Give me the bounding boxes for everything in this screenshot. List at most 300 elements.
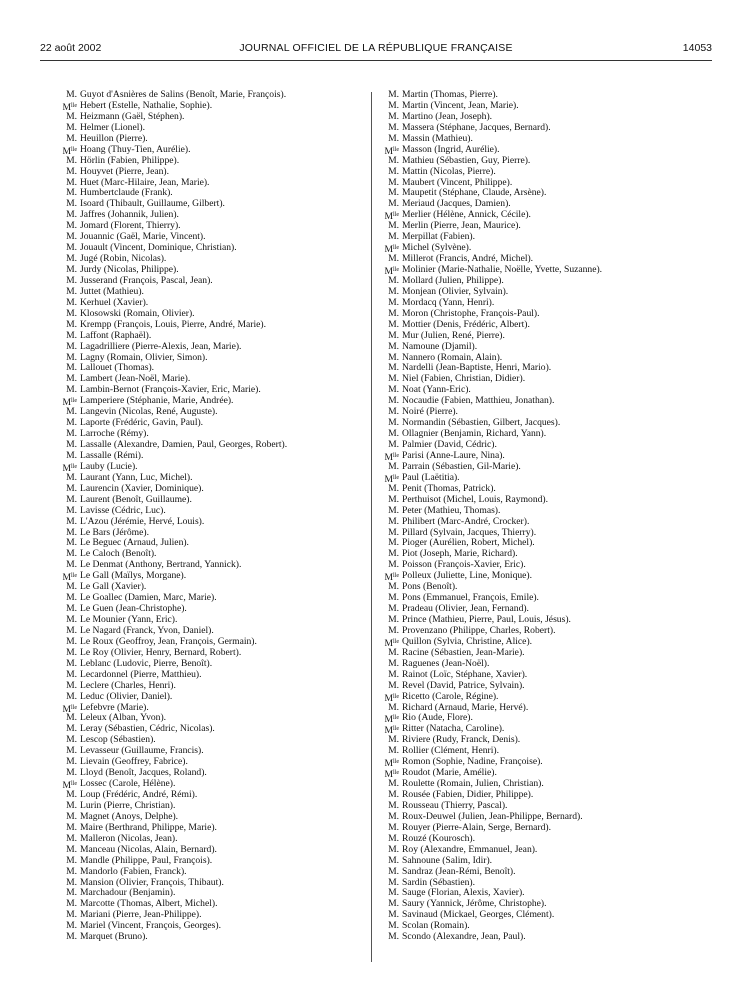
person-name: Lossec (Carole, Hélène). [80,778,176,790]
person-name: Le Guen (Jean-Christophe). [80,603,187,615]
title-abbrev: M. [388,865,399,877]
person-name: Piot (Joseph, Marie, Richard). [402,548,518,560]
title-abbrev: M. [66,482,77,494]
person-name: Molinier (Marie-Nathalie, Noëlle, Yvette, Suzanne). [402,264,603,275]
person-name: Jouault (Vincent, Dominique, Christian). [80,242,237,254]
person-name: Lescop (Sébastien). [80,734,156,746]
person-name: Martino (Jean, Joseph). [402,110,493,122]
title-abbrev: M. [66,351,77,363]
person-name: Merpillat (Fabien). [402,231,475,243]
title-abbrev: M. [388,898,399,910]
title-abbrev: M. [66,679,77,691]
person-name: Lambert (Jean-Noël, Marie). [80,373,191,385]
name-entry [384,932,714,943]
person-name: Manceau (Nicolas, Alain, Bernard). [80,843,217,855]
title-abbrev: M. [66,690,77,702]
title-abbrev: M. [66,559,77,571]
person-name: Heuillon (Pierre). [80,132,148,144]
person-name: Le Roux (Geoffroy, Jean, François, Germain). [80,635,257,647]
person-name: Lamperiere (Stéphanie, Marie, Andrée). [80,395,234,407]
person-name: Rio (Aude, Flore). [402,712,473,724]
person-name: Hörlin (Fabien, Philippe). [80,154,180,166]
person-name: Maupetit (Stéphane, Claude, Arsène). [402,187,547,199]
name-entry [62,342,367,353]
person-name: Riviere (Rudy, Franck, Denis). [402,734,521,746]
person-name: Sandraz (Jean-Rémi, Benoît). [402,865,516,877]
title-abbrev: M. [66,428,77,440]
title-abbrev: M. [66,734,77,746]
title-abbrev: M. [388,296,399,308]
person-name: Ricetto (Carole, Régine). [402,690,499,702]
title-abbrev: M. [388,231,399,243]
title-abbrev: M. [388,165,399,177]
title-abbrev: M. [388,417,399,429]
name-entry [62,867,367,878]
person-name: Maubert (Vincent, Philippe). [402,176,513,188]
title-abbrev: M. [388,307,399,319]
title-abbrev: M. [66,307,77,319]
name-entry [62,320,367,331]
person-name: Le Nagard (Franck, Yvon, Daniel). [80,624,214,636]
person-name: Parrain (Sébastien, Gil-Marie). [402,460,521,472]
person-name: Guyot d'Asnières de Salins (Benoît, Marie, François). [80,89,287,100]
person-name: Millerot (Francis, André, Michel). [402,253,534,265]
person-name: Rainot (Loïc, Stéphane, Xavier). [402,668,528,680]
person-name: Polleux (Juliette, Line, Monique). [402,570,533,582]
title-abbrev: M. [66,537,77,549]
title-abbrev: M. [66,603,77,615]
person-name: Monjean (Olivier, Sylvain). [402,285,509,297]
column-divider [371,92,372,962]
title-abbrev: M. [66,285,77,297]
title-abbrev: M. [388,821,399,833]
title-abbrev: M. [66,767,77,779]
person-name: Lievain (Geoffrey, Fabrice). [80,756,188,768]
title-abbrev: M. [66,876,77,888]
person-name: Helmer (Lionel). [80,121,145,133]
person-name: Revel (David, Patrice, Sylvain). [402,679,525,691]
person-name: Lefebvre (Marie). [80,701,149,713]
title-abbrev: M. [66,187,77,199]
person-name: Leleux (Alban, Yvon). [80,712,167,724]
name-entry [384,342,714,353]
title-abbrev: M. [388,701,399,713]
person-name: Laffont (Raphaël). [80,329,152,341]
person-name: Roux-Deuwel (Julien, Jean-Philippe, Bernard). [402,810,583,822]
title-abbrev: M. [66,865,77,877]
title-abbrev: $M^{lle}$ [62,703,77,715]
name-entry [62,845,367,856]
name-entry [384,156,714,167]
title-abbrev: M. [388,810,399,822]
title-abbrev: M. [388,624,399,636]
title-abbrev: M. [388,460,399,472]
title-abbrev: $M^{lle}$ [384,451,399,463]
person-name: Langevin (Nicolas, René, Auguste). [80,406,218,418]
title-abbrev: M. [388,592,399,604]
person-name: Merlier (Hélène, Annick, Cécile). [402,209,531,221]
header-rule [40,60,712,61]
title-abbrev: M. [66,657,77,669]
title-abbrev: M. [66,154,77,166]
title-abbrev: M. [66,810,77,822]
title-abbrev: M. [66,406,77,418]
title-abbrev: M. [388,603,399,615]
title-abbrev: M. [66,854,77,866]
title-abbrev: M. [66,548,77,560]
person-name: Hoang (Thuy-Tien, Aurélie). [80,143,191,155]
title-abbrev: M. [388,876,399,888]
person-name: Peter (Mathieu, Thomas). [402,504,501,516]
person-name: Jouannic (Gaël, Marie, Vincent). [80,231,206,243]
title-abbrev: M. [388,789,399,800]
name-entry [384,845,714,856]
person-name: Saury (Yannick, Jérôme, Christophe). [402,898,547,910]
name-entry [62,856,367,867]
title-abbrev: M. [66,526,77,538]
person-name: Jaffres (Johannik, Julien). [80,209,179,221]
person-name: Roulette (Romain, Julien, Christian). [402,778,544,790]
journal-title: JOURNAL OFFICIEL DE LA RÉPUBLIQUE FRANÇAISE [239,42,513,54]
person-name: Lassalle (Rémi). [80,449,144,461]
person-name: Mollard (Julien, Philippe). [402,274,504,286]
person-name: Pioger (Aurélien, Robert, Michel). [402,537,535,549]
name-entry [62,681,367,692]
title-abbrev: M. [388,340,399,352]
title-abbrev: M. [66,832,77,844]
title-abbrev: M. [388,176,399,188]
title-abbrev: M. [66,843,77,855]
name-entry [384,692,714,703]
title-abbrev: M. [388,198,399,210]
person-name: Sauge (Florian, Alexis, Xavier). [402,887,525,899]
person-name: Moron (Christophe, François-Paul). [402,307,540,319]
person-name: Maire (Berthrand, Philippe, Marie). [80,821,217,833]
person-name: Lloyd (Benoît, Jacques, Roland). [80,767,207,779]
title-abbrev: M. [388,887,399,899]
name-entry [384,167,714,178]
person-name: Marquet (Bruno). [80,931,148,943]
page-header [40,42,712,58]
title-abbrev: M. [66,340,77,352]
title-abbrev: M. [66,504,77,516]
person-name: Laurencin (Xavier, Dominique). [80,482,204,494]
person-name: Lagadrilliere (Pierre-Alexis, Jean, Marie). [80,340,242,352]
title-abbrev: M. [388,920,399,932]
person-name: Racine (Sébastien, Jean-Marie). [402,646,525,658]
title-abbrev: $M^{lle}$ [384,473,399,485]
title-abbrev: M. [388,581,399,593]
title-abbrev: M. [388,373,399,385]
title-abbrev: $M^{lle}$ [62,101,77,113]
person-name: Le Gall (Maïlys, Morgane). [80,570,187,582]
name-entry [384,517,714,528]
title-abbrev: $M^{lle}$ [384,572,399,584]
person-name: Mariel (Vincent, François, Georges). [80,920,221,932]
title-abbrev: M. [388,745,399,757]
title-abbrev: M. [66,723,77,735]
name-entry [62,670,367,681]
title-abbrev: M. [388,526,399,538]
person-name: Rousseau (Thierry, Pascal). [402,799,508,811]
person-name: Mansion (Olivier, François, Thibaut). [80,876,224,888]
title-abbrev: M. [66,592,77,604]
person-name: Michel (Sylvène). [402,242,472,254]
person-name: Magnet (Anoys, Delphe). [80,810,179,822]
person-name: Rouzé (Kourosch). [402,832,475,844]
title-abbrev: M. [66,614,77,625]
person-name: Huet (Marc-Hilaire, Jean, Marie). [80,176,210,188]
title-abbrev: M. [66,712,77,724]
title-abbrev: M. [66,132,77,144]
name-entry [384,670,714,681]
title-abbrev: M. [66,198,77,210]
person-name: Ollagnier (Benjamin, Richard, Yann). [402,428,547,440]
title-abbrev: M. [388,110,399,122]
title-abbrev: M. [388,384,399,396]
title-abbrev: $M^{lle}$ [384,637,399,649]
title-abbrev: M. [66,515,77,527]
name-entry [384,320,714,331]
person-name: Richard (Arnaud, Marie, Hervé). [402,701,529,713]
person-name: Jurdy (Nicolas, Philippe). [80,264,179,275]
title-abbrev: M. [66,745,77,757]
title-abbrev: M. [66,384,77,396]
person-name: Leclere (Charles, Henri). [80,679,176,691]
title-abbrev: M. [388,679,399,691]
title-abbrev: $M^{lle}$ [62,145,77,157]
title-abbrev: $M^{lle}$ [384,769,399,781]
person-name: Le Roy (Olivier, Henry, Bernard, Robert). [80,646,242,658]
person-name: Sardin (Sébastien). [402,876,476,888]
title-abbrev: M. [66,471,77,483]
title-abbrev: M. [388,832,399,844]
person-name: Pradeau (Olivier, Jean, Fernand). [402,603,529,615]
person-name: Savinaud (Mickael, Georges, Clément). [402,909,555,921]
name-entry [384,145,714,156]
title-abbrev: M. [66,624,77,636]
person-name: Palmier (David, Cédric). [402,439,497,450]
person-name: Marcotte (Thomas, Albert, Michel). [80,898,218,910]
name-entry [384,867,714,878]
title-abbrev: M. [388,318,399,330]
person-name: Le Mounier (Yann, Eric). [80,614,178,625]
title-abbrev: $M^{lle}$ [62,397,77,409]
person-name: Poisson (François-Xavier, Eric). [402,559,526,571]
name-entry [384,681,714,692]
person-name: Lallouet (Thomas). [80,362,155,374]
title-abbrev: $M^{lle}$ [384,725,399,737]
person-name: Mottier (Denis, Frédéric, Albert). [402,318,530,330]
title-abbrev: $M^{lle}$ [384,244,399,256]
person-name: Le Caloch (Benoît). [80,548,157,560]
title-abbrev: M. [388,253,399,265]
title-abbrev: M. [66,493,77,505]
title-abbrev: M. [66,920,77,932]
name-entry [384,495,714,506]
name-entry [62,932,367,943]
person-name: Noat (Yann-Eric). [402,384,471,396]
title-abbrev: M. [388,428,399,440]
title-abbrev: M. [388,89,399,100]
title-abbrev: M. [66,362,77,374]
person-name: L'Azou (Jérémie, Hervé, Louis). [80,515,205,527]
title-abbrev: $M^{lle}$ [384,145,399,157]
person-name: Martin (Vincent, Jean, Marie). [402,99,519,111]
name-entry [62,167,367,178]
title-abbrev: M. [388,395,399,407]
title-abbrev: M. [66,799,77,811]
person-name: Marchadour (Benjamin). [80,887,176,899]
title-abbrev: M. [388,406,399,418]
person-name: Malleron (Nicolas, Jean). [80,832,178,844]
person-name: Massin (Mathieu). [402,132,473,144]
title-abbrev: M. [66,909,77,921]
person-name: Rouyer (Pierre-Alain, Serge, Bernard). [402,821,552,833]
title-abbrev: M. [388,537,399,549]
person-name: Noiré (Pierre). [402,406,458,418]
title-abbrev: M. [66,329,77,341]
title-abbrev: M. [388,778,399,790]
person-name: Le Denmat (Anthony, Bertrand, Yannick). [80,559,242,571]
title-abbrev: M. [66,789,77,800]
person-name: Roy (Alexandre, Emmanuel, Jean). [402,843,538,855]
person-name: Lassalle (Alexandre, Damien, Paul, Georges, Robert). [80,439,288,450]
title-abbrev: M. [66,165,77,177]
title-abbrev: M. [388,843,399,855]
person-name: Pons (Emmanuel, François, Emile). [402,592,539,604]
person-name: Mur (Julien, René, Pierre). [402,329,505,341]
person-name: Scondo (Alexandre, Jean, Paul). [402,931,526,943]
name-entry [62,495,367,506]
person-name: Nocaudie (Fabien, Matthieu, Jonathan). [402,395,555,407]
person-name: Heizmann (Gaël, Stéphen). [80,110,185,122]
title-abbrev: $M^{lle}$ [384,714,399,726]
title-abbrev: M. [388,362,399,374]
name-entry [384,331,714,342]
title-abbrev: M. [388,121,399,133]
person-name: Le Bars (Jérôme). [80,526,149,538]
name-entry [62,517,367,528]
title-abbrev: M. [66,242,77,254]
person-name: Rollier (Clément, Henri). [402,745,499,757]
title-abbrev: M. [66,89,77,100]
person-name: Provenzano (Philippe, Charles, Robert). [402,624,556,636]
person-name: Laurent (Benoît, Guillaume). [80,493,192,505]
title-abbrev: M. [66,898,77,910]
person-name: Leray (Sébastien, Cédric, Nicolas). [80,723,215,735]
person-name: Lagny (Romain, Olivier, Simon). [80,351,208,363]
title-abbrev: M. [66,231,77,243]
person-name: Raguenes (Jean-Noël). [402,657,490,669]
person-name: Laporte (Frédéric, Gavin, Paul). [80,417,204,429]
title-abbrev: $M^{lle}$ [62,780,77,792]
person-name: Massera (Stéphane, Jacques, Bernard). [402,121,551,133]
person-name: Lambin-Bernot (François-Xavier, Eric, Marie). [80,384,261,396]
person-name: Lurin (Pierre, Christian). [80,799,176,811]
title-abbrev: M. [388,99,399,111]
person-name: Juttet (Mathieu). [80,285,144,297]
title-abbrev: $M^{lle}$ [384,692,399,704]
person-name: Mandorlo (Fabien, Franck). [80,865,187,877]
title-abbrev: M. [388,668,399,680]
person-name: Philibert (Marc-André, Crocker). [402,515,530,527]
name-entry [62,331,367,342]
person-name: Parisi (Anne-Laure, Nina). [402,449,505,461]
person-name: Le Gall (Xavier). [80,581,147,593]
title-abbrev: M. [388,329,399,341]
person-name: Leduc (Olivier, Daniel). [80,690,173,702]
person-name: Rousée (Fabien, Didier, Philippe). [402,789,534,800]
title-abbrev: M. [66,264,77,275]
title-abbrev: M. [388,504,399,516]
name-entry [62,145,367,156]
person-name: Lavisse (Cédric, Luc). [80,504,166,516]
title-abbrev: M. [388,614,399,625]
title-abbrev: M. [66,209,77,221]
person-name: Isoard (Thibault, Guillaume, Gilbert). [80,198,225,210]
title-abbrev: M. [66,668,77,680]
person-name: Niel (Fabien, Christian, Didier). [402,373,526,385]
person-name: Sahnoune (Salim, Idir). [402,854,493,866]
person-name: Hebert (Estelle, Nathalie, Sophie). [80,99,213,111]
title-abbrev: M. [388,559,399,571]
title-abbrev: M. [388,132,399,144]
title-abbrev: M. [388,351,399,363]
person-name: Lecardonnel (Pierre, Matthieu). [80,668,202,680]
title-abbrev: M. [388,187,399,199]
person-name: Martin (Thomas, Pierre). [402,89,498,100]
title-abbrev: M. [66,121,77,133]
title-abbrev: M. [388,482,399,494]
person-name: Leblanc (Ludovic, Pierre, Benoît). [80,657,213,669]
person-name: Prince (Mathieu, Pierre, Paul, Louis, Jésus). [402,614,571,625]
title-abbrev: M. [66,887,77,899]
person-name: Jomard (Florent, Thierry). [80,220,181,232]
person-name: Masson (Ingrid, Aurélie). [402,143,500,155]
title-abbrev: M. [388,799,399,811]
title-abbrev: M. [388,493,399,505]
person-name: Laurant (Yann, Luc, Michel). [80,471,193,483]
title-abbrev: M. [388,274,399,286]
title-abbrev: $M^{lle}$ [384,758,399,770]
person-name: Krempp (François, Louis, Pierre, André, Marie). [80,318,266,330]
person-name: Larroche (Rémy). [80,428,149,440]
person-name: Penit (Thomas, Patrick). [402,482,496,494]
title-abbrev: M. [388,909,399,921]
person-name: Houyvet (Pierre, Jean). [80,165,169,177]
person-name: Lauby (Lucie). [80,460,138,472]
page-number: 14053 [682,42,712,54]
title-abbrev: M. [388,285,399,297]
title-abbrev: M. [388,548,399,560]
person-name: Mandle (Philippe, Paul, François). [80,854,213,866]
person-name: Merlin (Pierre, Jean, Maurice). [402,220,521,232]
name-list-left-column [62,90,367,943]
title-abbrev: M. [388,854,399,866]
person-name: Roudot (Marie, Amélie). [402,767,497,779]
title-abbrev: $M^{lle}$ [384,266,399,277]
person-name: Jusserand (François, Pascal, Jean). [80,274,213,286]
person-name: Normandin (Sébastien, Gilbert, Jacques). [402,417,561,429]
person-name: Romon (Sophie, Nadine, Françoise). [402,756,543,768]
title-abbrev: M. [66,110,77,122]
person-name: Jugé (Robin, Nicolas). [80,253,167,265]
person-name: Pillard (Sylvain, Jacques, Thierry). [402,526,537,538]
person-name: Mordacq (Yann, Henri). [402,296,495,308]
title-abbrev: M. [66,417,77,429]
title-abbrev: M. [388,154,399,166]
